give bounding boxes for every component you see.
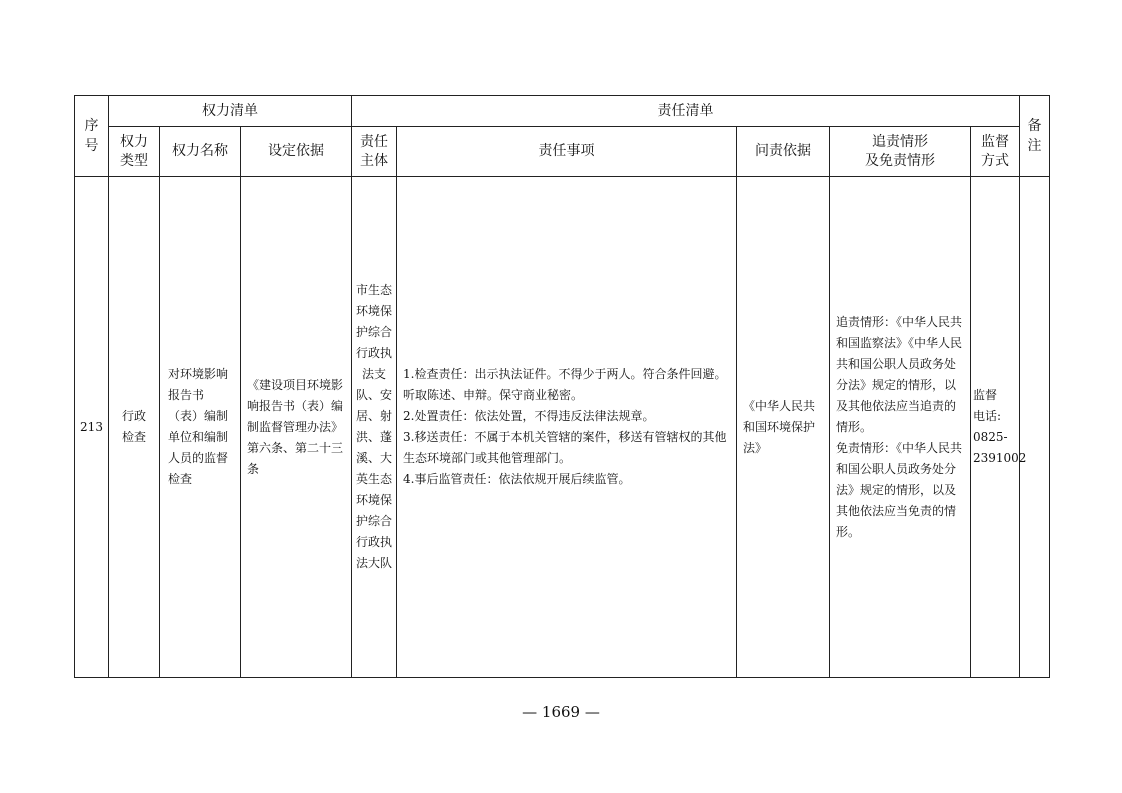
circumstance-item: 追责情形：《中华人民共和国监察法》《中华人民共和国公职人员政务处分法》规定的情形，以及其他依法应当追责的情形。 xyxy=(836,314,963,434)
header-power-type: 权力类型 xyxy=(109,127,160,177)
matter-item: 3.移送责任：不属于本机关管辖的案件，移送有管辖权的其他生态环境部门或其他管理部门。 xyxy=(403,430,727,465)
row-power-type: 行政检查 xyxy=(109,177,160,678)
responsibility-table xyxy=(74,95,1050,678)
row-seq: 213 xyxy=(75,177,109,678)
header-accountability-basis: 问责依据 xyxy=(737,127,830,177)
header-subject: 责任主体 xyxy=(352,127,397,177)
page-number: — 1669 — xyxy=(522,703,600,721)
header-power-list: 权力清单 xyxy=(109,96,352,127)
row-accountability-basis: 《中华人民共和国环境保护法》 xyxy=(737,177,830,678)
row-supervision: 监督 电话: 0825- 2391002 xyxy=(971,177,1020,678)
header-matters: 责任事项 xyxy=(397,127,737,177)
matter-item: 1.检查责任：出示执法证件。不得少于两人。符合条件回避。听取陈述、申辩。保守商业秘密。 xyxy=(403,367,727,402)
row-circumstances xyxy=(830,177,971,678)
header-supervision: 监督方式 xyxy=(971,127,1020,177)
header-responsibility-list: 责任清单 xyxy=(352,96,1020,127)
row-matters xyxy=(397,177,737,678)
row-subject: 市生态环境保护综合行政执法支队、安居、射洪、蓬溪、大英生态环境保护综合行政执法大队 xyxy=(352,177,397,678)
header-circumstances: 追责情形 及免责情形 xyxy=(830,127,971,177)
row-power-name: 对环境影响报告书（表）编制单位和编制人员的监督检查 xyxy=(160,177,241,678)
header-remark: 备注 xyxy=(1020,96,1050,177)
row-basis: 《建设项目环境影响报告书（表）编制监督管理办法》第六条、第二十三条 xyxy=(241,177,352,678)
matter-item: 2.处置责任：依法处置，不得违反法律法规章。 xyxy=(403,409,655,423)
matter-item: 4.事后监管责任：依法依规开展后续监管。 xyxy=(403,472,631,486)
header-power-name: 权力名称 xyxy=(160,127,241,177)
row-remark xyxy=(1020,177,1050,678)
circumstance-item: 免责情形：《中华人民共和国公职人员政务处分法》规定的情形，以及其他依法应当免责的情形。 xyxy=(836,440,963,539)
header-basis: 设定依据 xyxy=(241,127,352,177)
header-seq: 序号 xyxy=(75,96,109,177)
